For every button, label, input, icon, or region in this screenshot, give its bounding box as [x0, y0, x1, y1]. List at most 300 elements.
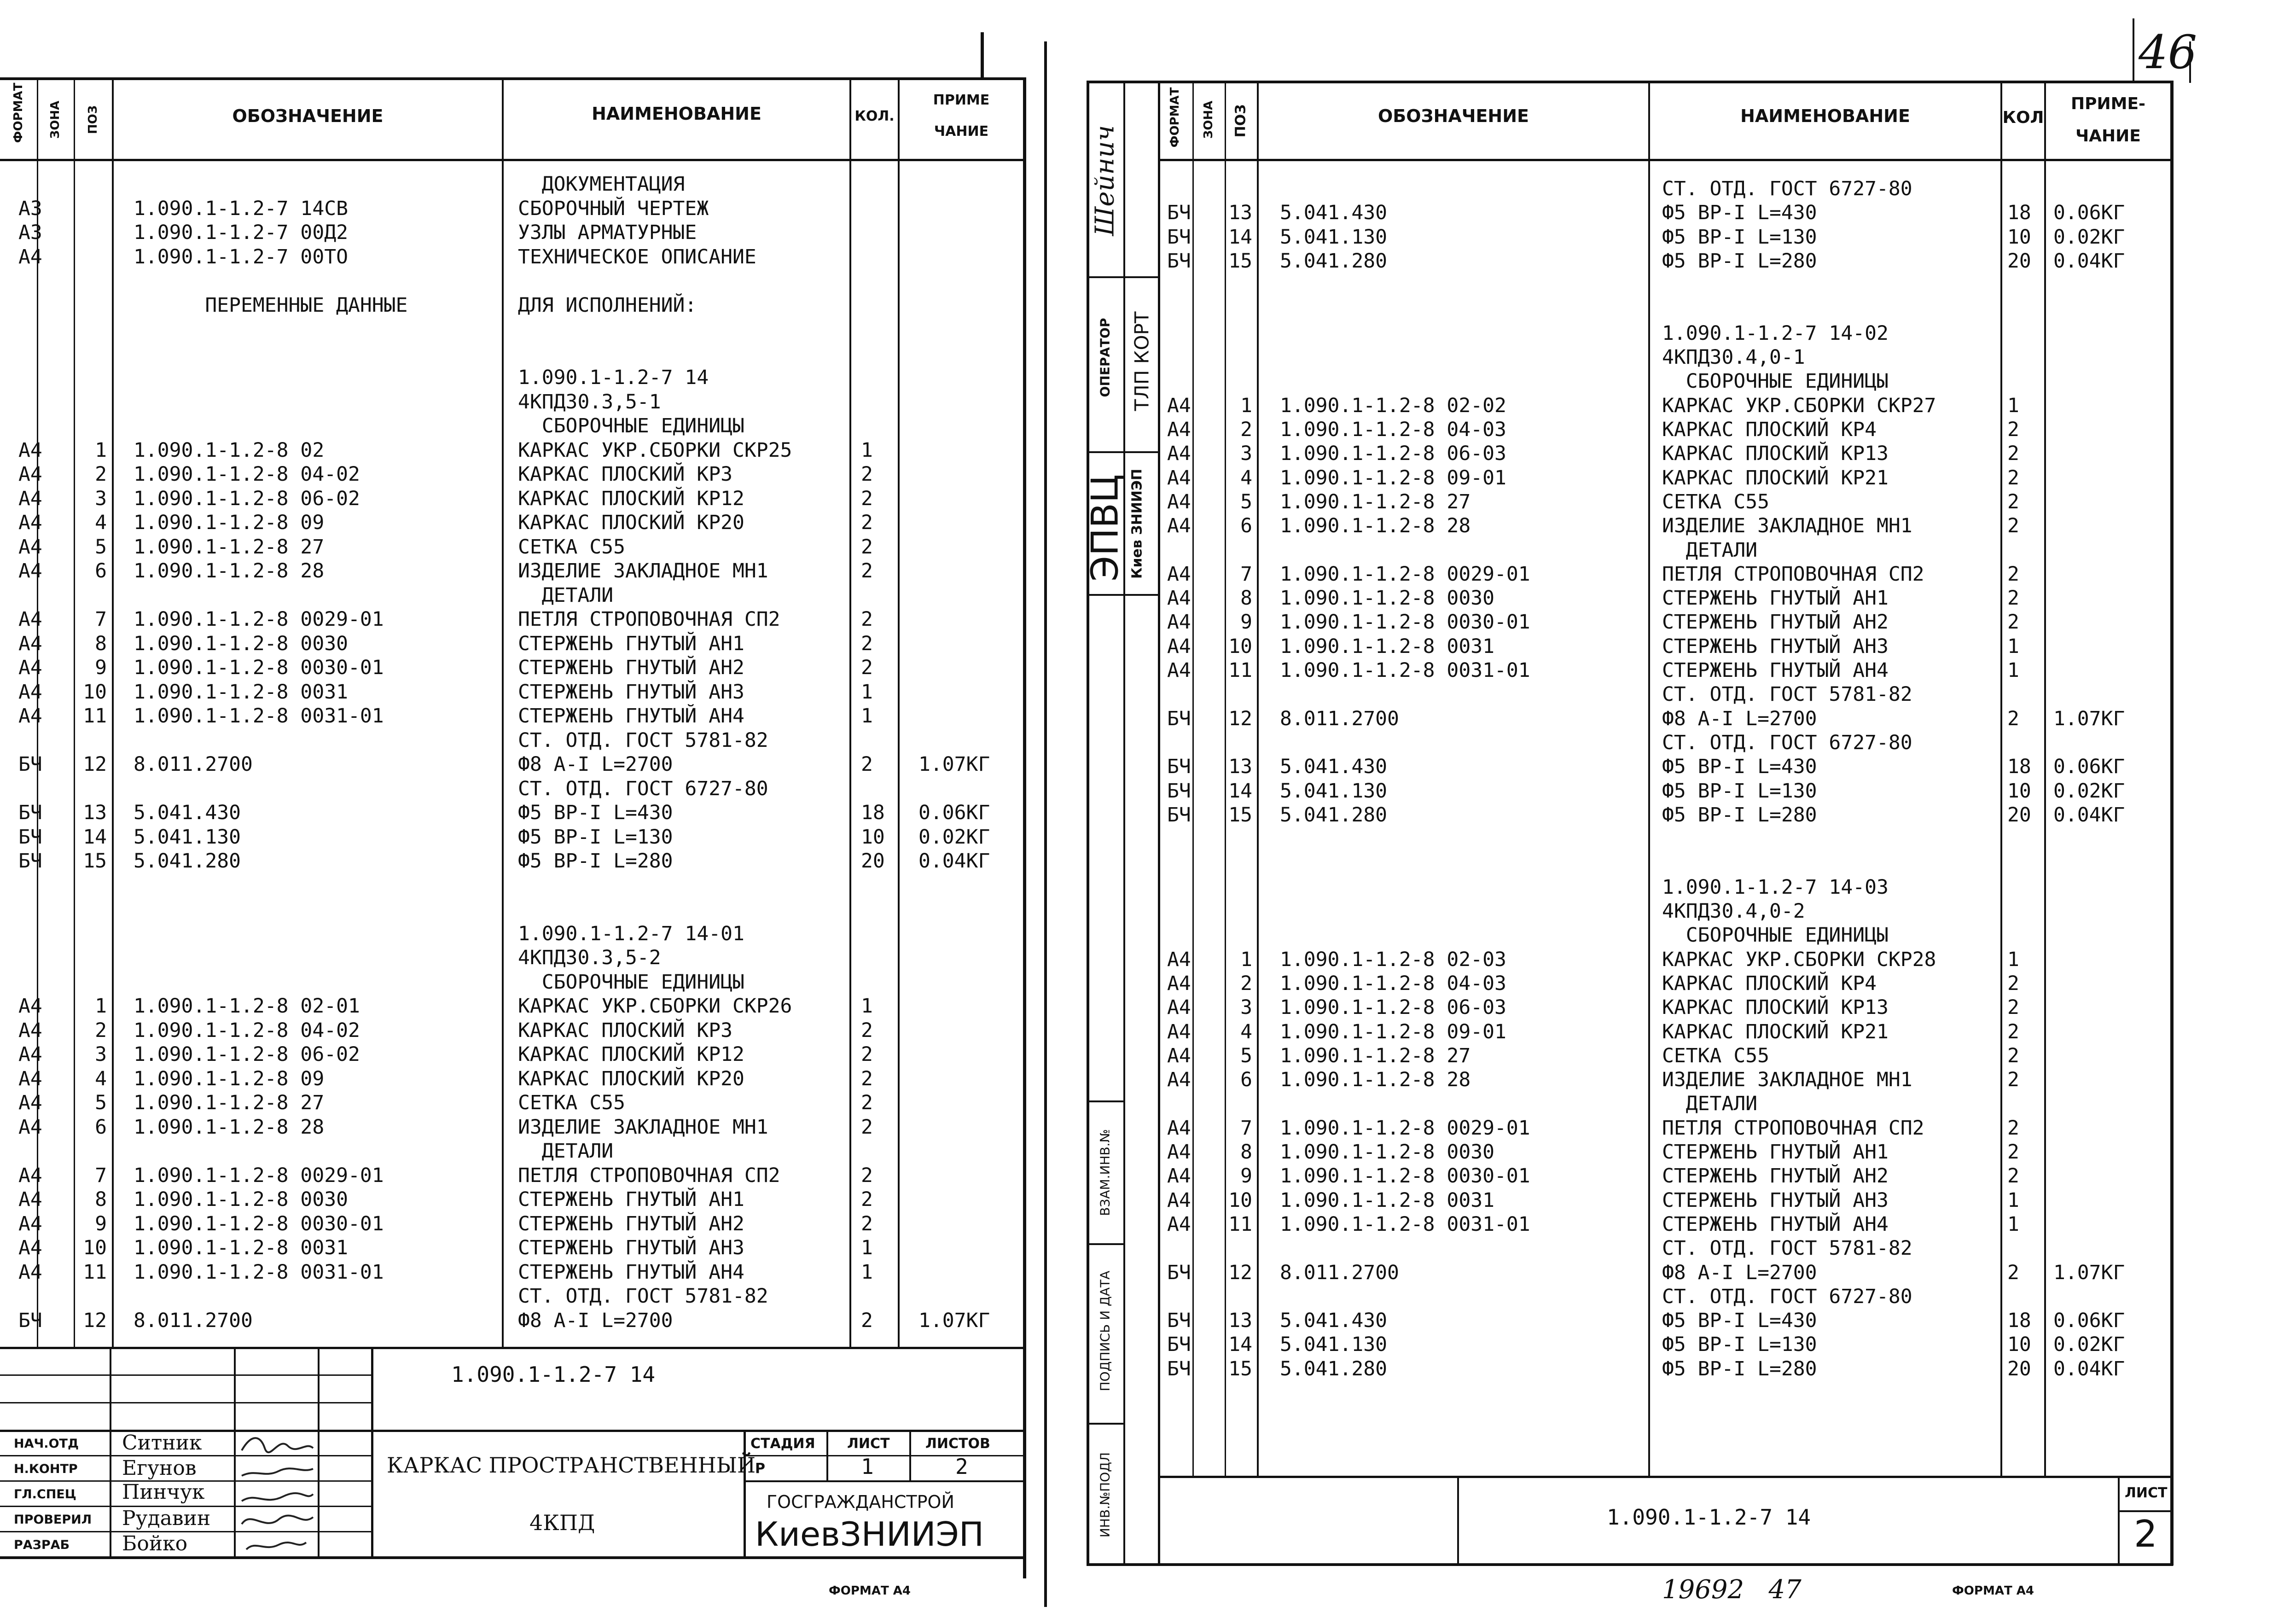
note-cell: 0.02КГ [2053, 779, 2125, 803]
qty-cell: 10 [861, 825, 885, 849]
header-format: ФОРМАТ [1168, 87, 1182, 148]
tb-sheets: 2 [955, 1454, 968, 1479]
stamp-line [1087, 1100, 1125, 1102]
note-cell: 0.02КГ [2053, 1333, 2125, 1356]
pos-cell: 5 [1240, 490, 1252, 513]
qty-cell: 2 [861, 608, 873, 631]
qty-cell: 2 [861, 463, 873, 486]
note-cell: 0.06КГ [2053, 1309, 2125, 1333]
right-frame-right [2170, 81, 2174, 1566]
qty-cell: 2 [2007, 1141, 2019, 1164]
tb-line [744, 1455, 1026, 1456]
qty-cell: 2 [861, 1067, 873, 1090]
designation-cell: 1.090.1-1.2-8 04-03 [1280, 418, 1506, 441]
format-cell: А3 [18, 221, 42, 244]
designation-cell: 1.090.1-1.2-8 0030-01 [134, 656, 384, 679]
qty-cell: 2 [2007, 707, 2019, 730]
qty-cell: 20 [2007, 249, 2031, 273]
handwritten-number: 19692 47 [1662, 1575, 1802, 1605]
qty-cell: 2 [2007, 1164, 2019, 1188]
format-cell: А4 [18, 656, 42, 679]
qty-cell: 1 [861, 1236, 873, 1259]
format-cell: А4 [1167, 1164, 1191, 1188]
tb-role-1: НАЧ.ОТД [14, 1437, 79, 1451]
qty-cell: 2 [2007, 490, 2019, 513]
pos-cell: 2 [1240, 972, 1252, 995]
stamp-line [1087, 1243, 1125, 1245]
right-sheet [1083, 0, 2290, 1624]
pos-cell: 1 [95, 995, 107, 1018]
qty-cell: 2 [861, 535, 873, 559]
note-cell: 0.06КГ [2053, 201, 2125, 225]
qty-cell: 2 [2007, 996, 2019, 1019]
name-cell: Ф5 ВР-I L=430 [1662, 755, 1817, 779]
designation-cell: ПЕРЕМЕННЫЕ ДАННЫЕ [134, 293, 408, 317]
designation-cell: 1.090.1-1.2-8 09 [134, 511, 325, 534]
name-cell: Ф5 ВР-I L=430 [518, 801, 673, 824]
page-number: 46 [2139, 25, 2197, 79]
note-cell: 0.04КГ [918, 850, 990, 873]
qty-cell: 10 [2007, 1333, 2031, 1356]
pos-cell: 12 [83, 753, 107, 776]
qty-cell: 2 [2007, 1261, 2019, 1284]
tb-sheet-label: ЛИСТ [847, 1436, 890, 1452]
qty-cell: 2 [861, 1091, 873, 1114]
name-cell: КАРКАС ПЛОСКИЙ КР12 [518, 1043, 744, 1066]
format-cell: А3 [18, 197, 42, 220]
tb-doc-number: 1.090.1-1.2-7 14 [451, 1362, 656, 1387]
pos-cell: 9 [95, 656, 107, 679]
qty-cell: 2 [861, 1115, 873, 1139]
pos-cell: 2 [95, 463, 107, 486]
tb-product-name: КАРКАС ПРОСТРАНСТВЕННЫЙ [387, 1453, 756, 1478]
col-line [898, 77, 900, 1348]
name-cell: СТЕРЖЕНЬ ГНУТЫЙ АН2 [1662, 1164, 1889, 1188]
tb-vline [234, 1347, 236, 1556]
qty-cell: 2 [2007, 972, 2019, 995]
designation-cell: 1.090.1-1.2-8 28 [1280, 514, 1471, 538]
right-frame-left [1087, 81, 1089, 1566]
pos-cell: 11 [1228, 659, 1252, 682]
format-cell: А4 [18, 511, 42, 534]
pos-cell: 15 [1228, 1357, 1252, 1380]
format-cell: А4 [18, 245, 42, 268]
qty-cell: 1 [2007, 948, 2019, 971]
format-cell: БЧ [18, 825, 42, 849]
header-pos: ПОЗ [1232, 104, 1249, 138]
qty-cell: 2 [2007, 514, 2019, 538]
name-cell: КАРКАС ПЛОСКИЙ КР21 [1662, 466, 1889, 489]
name-cell: Ф5 ВР-I L=130 [1662, 225, 1817, 249]
name-cell: КАРКАС УКР.СБОРКИ СКР25 [518, 438, 792, 462]
qty-cell: 2 [2007, 418, 2019, 441]
format-cell: А4 [1167, 442, 1191, 466]
header-designation: ОБОЗНАЧЕНИЕ [1377, 106, 1529, 126]
designation-cell: 1.090.1-1.2-8 09 [134, 1067, 325, 1090]
left-frame-right [1023, 77, 1026, 1578]
right-frame-bottom [1087, 1563, 2173, 1566]
format-cell: БЧ [18, 801, 42, 824]
qty-cell: 1 [2007, 1212, 2019, 1236]
name-cell: СТ. ОТД. ГОСТ 5781-82 [1662, 1237, 1912, 1260]
name-cell: ИЗДЕЛИЕ ЗАКЛАДНОЕ МН1 [518, 559, 768, 582]
format-cell: БЧ [1167, 803, 1191, 827]
name-cell: СТЕРЖЕНЬ ГНУТЫЙ АН3 [1662, 634, 1889, 658]
designation-cell: 1.090.1-1.2-8 27 [1280, 490, 1471, 513]
pos-cell: 7 [1240, 1116, 1252, 1140]
name-cell: КАРКАС ПЛОСКИЙ КР13 [1662, 996, 1889, 1019]
pos-cell: 11 [83, 1260, 107, 1284]
pos-cell: 5 [95, 535, 107, 559]
qty-cell: 2 [2007, 1044, 2019, 1067]
name-cell: ИЗДЕЛИЕ ЗАКЛАДНОЕ МН1 [1662, 1068, 1912, 1092]
designation-cell: 1.090.1-1.2-8 09-01 [1280, 1020, 1506, 1043]
pos-cell: 1 [1240, 394, 1252, 417]
pos-cell: 12 [1228, 1261, 1252, 1284]
pos-cell: 7 [95, 1164, 107, 1187]
qty-cell: 2 [861, 1188, 873, 1211]
qty-cell: 1 [2007, 659, 2019, 682]
name-cell: СТ. ОТД. ГОСТ 5781-82 [1662, 683, 1912, 706]
qty-cell: 2 [861, 753, 873, 776]
qty-cell: 18 [2007, 755, 2031, 779]
format-cell: А4 [18, 559, 42, 582]
pos-cell: 13 [83, 801, 107, 824]
designation-cell: 1.090.1-1.2-8 0031 [1280, 634, 1494, 658]
format-cell: БЧ [1167, 1333, 1191, 1356]
qty-cell: 2 [861, 656, 873, 679]
tb-sheets-label: ЛИСТОВ [925, 1436, 990, 1452]
format-cell: А4 [18, 535, 42, 559]
right-header-bottom [1158, 159, 2173, 161]
header-note-1: ПРИМЕ- [2071, 94, 2145, 113]
pos-cell: 10 [83, 1236, 107, 1259]
format-cell: БЧ [1167, 1357, 1191, 1380]
designation-cell: 1.090.1-1.2-8 04-02 [134, 1019, 360, 1042]
qty-cell: 1 [2007, 634, 2019, 658]
qty-cell: 2 [2007, 611, 2019, 634]
pos-cell: 6 [95, 559, 107, 582]
format-cell: А4 [18, 995, 42, 1018]
tb-role-2: Н.КОНТР [14, 1462, 78, 1476]
tb-top [0, 1347, 1026, 1349]
tb-name-3: Пинчук [122, 1480, 205, 1504]
format-cell: БЧ [1167, 1261, 1191, 1284]
format-cell: А4 [18, 704, 42, 728]
name-cell: СЕТКА С55 [1662, 1044, 1769, 1067]
designation-cell: 1.090.1-1.2-8 27 [1280, 1044, 1471, 1067]
name-cell: КАРКАС ПЛОСКИЙ КР3 [518, 1019, 732, 1042]
qty-cell: 2 [2007, 1020, 2019, 1043]
header-name: НАИМЕНОВАНИЕ [592, 104, 761, 124]
name-cell: Ф8 А-I L=2700 [518, 1309, 673, 1332]
pos-cell: 11 [83, 704, 107, 728]
pos-cell: 12 [1228, 707, 1252, 730]
designation-cell: 5.041.130 [1280, 1333, 1387, 1356]
stamp-epvc: ЭПВЦ [1083, 474, 1127, 582]
designation-cell: 1.090.1-1.2-7 00ТО [134, 245, 348, 268]
designation-cell: 1.090.1-1.2-8 27 [134, 535, 325, 559]
format-cell: А4 [1167, 394, 1191, 417]
format-cell: А4 [1167, 611, 1191, 634]
designation-cell: 1.090.1-1.2-8 02-01 [134, 995, 360, 1018]
header-qty: КОЛ. [854, 108, 895, 124]
left-header-bottom [0, 159, 1026, 161]
note-cell: 0.06КГ [918, 801, 990, 824]
format-cell: А4 [18, 1115, 42, 1139]
pos-cell: 6 [1240, 1068, 1252, 1092]
page-number-box-left [2133, 18, 2134, 83]
designation-cell: 1.090.1-1.2-8 28 [1280, 1068, 1471, 1092]
stamp-operator-value: ТЛП КОРТ [1130, 311, 1153, 411]
format-cell: А4 [1167, 1020, 1191, 1043]
format-cell: БЧ [1167, 1309, 1191, 1333]
tb-line [0, 1402, 373, 1403]
format-cell: БЧ [18, 1309, 42, 1332]
name-cell: СТЕРЖЕНЬ ГНУТЫЙ АН4 [518, 1260, 744, 1284]
designation-cell: 1.090.1-1.2-7 00Д2 [134, 221, 348, 244]
name-cell: СТ. ОТД. ГОСТ 6727-80 [1662, 177, 1912, 200]
designation-cell: 1.090.1-1.2-8 02 [134, 438, 325, 462]
name-cell: 1.090.1-1.2-7 14 [518, 366, 709, 389]
tb-vline [318, 1347, 320, 1556]
tb-vline [826, 1430, 828, 1480]
name-cell: 4КПД30.3,5-2 [518, 946, 661, 969]
format-cell: А4 [1167, 948, 1191, 971]
designation-cell: 1.090.1-1.2-8 04-03 [1280, 972, 1506, 995]
pos-cell: 1 [95, 438, 107, 462]
designation-cell: 1.090.1-1.2-8 06-02 [134, 487, 360, 510]
designation-cell: 1.090.1-1.2-8 0029-01 [1280, 1116, 1530, 1140]
pos-cell: 4 [1240, 1020, 1252, 1043]
col-line [1192, 81, 1194, 1476]
header-name: НАИМЕНОВАНИЕ [1740, 106, 1910, 126]
name-cell: КАРКАС ПЛОСКИЙ КР20 [518, 1067, 744, 1090]
name-cell: ПЕТЛЯ СТРОПОВОЧНАЯ СП2 [1662, 1116, 1924, 1140]
pos-cell: 9 [1240, 1164, 1252, 1188]
format-cell: БЧ [1167, 249, 1191, 273]
right-tb-top [1158, 1476, 2173, 1478]
qty-cell: 20 [2007, 803, 2031, 827]
format-cell: А4 [1167, 972, 1191, 995]
name-cell: Ф5 ВР-I L=280 [518, 850, 673, 873]
pos-cell: 9 [95, 1212, 107, 1235]
format-cell: А4 [18, 680, 42, 704]
stamp-line [1087, 276, 1158, 278]
name-cell: 1.090.1-1.2-7 14-01 [518, 922, 744, 945]
qty-cell: 1 [2007, 394, 2019, 417]
pos-cell: 6 [1240, 514, 1252, 538]
designation-cell: 5.041.280 [134, 850, 241, 873]
stamp-line [1087, 451, 1158, 453]
format-cell: А4 [1167, 490, 1191, 513]
pos-cell: 7 [95, 608, 107, 631]
designation-cell: 1.090.1-1.2-8 0030 [1280, 1141, 1494, 1164]
designation-cell: 5.041.130 [1280, 225, 1387, 249]
name-cell: СЕТКА С55 [518, 535, 625, 559]
right-doc-number: 1.090.1-1.2-7 14 [1607, 1505, 1811, 1530]
pos-cell: 5 [95, 1091, 107, 1114]
format-cell: А4 [1167, 562, 1191, 586]
tb-vline [110, 1347, 111, 1556]
designation-cell: 5.041.280 [1280, 249, 1387, 273]
pos-cell: 10 [83, 680, 107, 704]
name-cell: КАРКАС ПЛОСКИЙ КР13 [1662, 442, 1889, 466]
format-cell: А4 [1167, 659, 1191, 682]
name-cell: 4КПД30.4,0-1 [1662, 346, 1805, 369]
designation-cell: 5.041.430 [1280, 201, 1387, 225]
tb-name-2: Егунов [122, 1456, 197, 1480]
designation-cell: 1.090.1-1.2-8 09-01 [1280, 466, 1506, 489]
format-cell: А4 [1167, 1141, 1191, 1164]
name-cell: Ф5 ВР-I L=130 [1662, 1333, 1817, 1356]
stamp-line [1087, 1423, 1125, 1425]
name-cell: Ф8 А-I L=2700 [1662, 1261, 1817, 1284]
format-cell: А4 [1167, 1188, 1191, 1212]
tb-name-5: Бойко [122, 1532, 188, 1555]
pos-cell: 14 [1228, 1333, 1252, 1356]
name-cell: 1.090.1-1.2-7 14-03 [1662, 875, 1889, 899]
name-cell: КАРКАС ПЛОСКИЙ КР4 [1662, 418, 1877, 441]
format-cell: А4 [1167, 514, 1191, 538]
pos-cell: 13 [1228, 1309, 1252, 1333]
name-cell: СТ. ОТД. ГОСТ 6727-80 [1662, 731, 1912, 754]
tb-stage-label: СТАДИЯ [750, 1436, 815, 1452]
designation-cell: 1.090.1-1.2-8 0029-01 [1280, 562, 1530, 586]
name-cell: СТЕРЖЕНЬ ГНУТЫЙ АН1 [518, 632, 744, 655]
tb-line [0, 1374, 373, 1376]
name-cell: КАРКАС ПЛОСКИЙ КР4 [1662, 972, 1877, 995]
qty-cell: 10 [2007, 225, 2031, 249]
pos-cell: 1 [1240, 948, 1252, 971]
format-cell: А4 [18, 1260, 42, 1284]
name-cell: ИЗДЕЛИЕ ЗАКЛАДНОЕ МН1 [518, 1115, 768, 1139]
name-cell: Ф5 ВР-I L=130 [1662, 779, 1817, 803]
page-separator [1044, 41, 1047, 1607]
qty-cell: 2 [861, 1309, 873, 1332]
name-cell: СТ. ОТД. ГОСТ 6727-80 [1662, 1285, 1912, 1308]
qty-cell: 18 [861, 801, 885, 824]
tb-name-4: Рудавин [122, 1507, 211, 1530]
tb-role-3: ГЛ.СПЕЦ [14, 1487, 76, 1502]
note-cell: 0.02КГ [918, 825, 990, 849]
designation-cell: 5.041.280 [1280, 803, 1387, 827]
stamp-operator-label: ОПЕРАТОР [1097, 318, 1113, 397]
designation-cell: 1.090.1-1.2-8 0031 [1280, 1188, 1494, 1212]
format-cell: А4 [18, 1067, 42, 1090]
right-tb-v2 [2118, 1476, 2120, 1563]
designation-cell: 1.090.1-1.2-8 0031-01 [1280, 659, 1530, 682]
name-cell: Ф5 ВР-I L=280 [1662, 249, 1817, 273]
pos-cell: 10 [1228, 634, 1252, 658]
designation-cell: 1.090.1-1.2-8 0031 [134, 1236, 348, 1259]
note-cell: 1.07КГ [2053, 1261, 2125, 1284]
designation-cell: 1.090.1-1.2-8 0029-01 [134, 1164, 384, 1187]
format-cell: А4 [18, 438, 42, 462]
qty-cell: 2 [2007, 562, 2019, 586]
stamp-line [1158, 81, 1160, 1566]
designation-cell: 5.041.280 [1280, 1357, 1387, 1380]
pos-cell: 8 [95, 632, 107, 655]
format-cell: А4 [1167, 1116, 1191, 1140]
pos-cell: 7 [1240, 562, 1252, 586]
name-cell: СТ. ОТД. ГОСТ 5781-82 [518, 1285, 768, 1308]
stamp-epvc-sub: Киев ЗНИИЭП [1129, 468, 1145, 579]
designation-cell: 8.011.2700 [134, 753, 253, 776]
name-cell: ИЗДЕЛИЕ ЗАКЛАДНОЕ МН1 [1662, 514, 1912, 538]
pos-cell: 8 [1240, 1141, 1252, 1164]
name-cell: СТЕРЖЕНЬ ГНУТЫЙ АН2 [1662, 611, 1889, 634]
col-line [2000, 81, 2002, 1476]
designation-cell: 8.011.2700 [1280, 1261, 1399, 1284]
format-cell: А4 [18, 1188, 42, 1211]
note-cell: 1.07КГ [2053, 707, 2125, 730]
designation-cell: 1.090.1-1.2-8 0030 [134, 1188, 348, 1211]
qty-cell: 20 [861, 850, 885, 873]
qty-cell: 20 [2007, 1357, 2031, 1380]
note-cell: 0.04КГ [2053, 249, 2125, 273]
right-tb-v1 [1457, 1476, 1459, 1563]
name-cell: ПЕТЛЯ СТРОПОВОЧНАЯ СП2 [1662, 562, 1924, 586]
pos-cell: 3 [95, 487, 107, 510]
right-format-label: ФОРМАТ А4 [1952, 1584, 2034, 1598]
name-cell: СЕТКА С55 [1662, 490, 1769, 513]
pos-cell: 13 [1228, 201, 1252, 225]
name-cell: КАРКАС ПЛОСКИЙ КР12 [518, 487, 744, 510]
name-cell: 1.090.1-1.2-7 14-02 [1662, 321, 1889, 345]
name-cell: СТЕРЖЕНЬ ГНУТЫЙ АН3 [518, 1236, 744, 1259]
stamp-inv-label: ВЗАМ.ИНВ.№ [1097, 1129, 1113, 1216]
tb-role-4: ПРОВЕРИЛ [14, 1513, 92, 1527]
pos-cell: 14 [1228, 225, 1252, 249]
name-cell: КАРКАС УКР.СБОРКИ СКР26 [518, 995, 792, 1018]
note-cell: 0.04КГ [2053, 1357, 2125, 1380]
qty-cell: 1 [2007, 1188, 2019, 1212]
header-qty: КОЛ [2002, 108, 2044, 127]
designation-cell: 1.090.1-1.2-8 02-02 [1280, 394, 1506, 417]
qty-cell: 18 [2007, 1309, 2031, 1333]
name-cell: УЗЛЫ АРМАТУРНЫЕ [518, 221, 697, 244]
note-cell: 1.07КГ [918, 753, 990, 776]
pos-cell: 3 [1240, 442, 1252, 466]
pos-cell: 14 [83, 825, 107, 849]
name-cell: ДЕТАЛИ [1662, 538, 1758, 562]
tb-vline [371, 1347, 373, 1556]
qty-cell: 2 [861, 559, 873, 582]
format-cell: А4 [18, 1019, 42, 1042]
pos-cell: 8 [95, 1188, 107, 1211]
name-cell: СБОРОЧНЫЕ ЕДИНИЦЫ [518, 414, 744, 437]
pos-cell: 15 [1228, 803, 1252, 827]
designation-cell: 1.090.1-1.2-8 02-03 [1280, 948, 1506, 971]
tb-sheet: 1 [861, 1454, 874, 1479]
designation-cell: 5.041.430 [134, 801, 241, 824]
qty-cell: 1 [861, 680, 873, 704]
header-zone: ЗОНА [48, 100, 62, 139]
format-cell: БЧ [18, 850, 42, 873]
designation-cell: 1.090.1-1.2-8 0029-01 [134, 608, 384, 631]
name-cell: СТ. ОТД. ГОСТ 6727-80 [518, 777, 768, 800]
name-cell: Ф5 ВР-I L=130 [518, 825, 673, 849]
qty-cell: 2 [861, 1212, 873, 1235]
col-line [112, 77, 114, 1348]
qty-cell: 2 [2007, 442, 2019, 466]
designation-cell: 1.090.1-1.2-8 28 [134, 559, 325, 582]
name-cell: СТЕРЖЕНЬ ГНУТЫЙ АН3 [518, 680, 744, 704]
pos-cell: 15 [83, 850, 107, 873]
qty-cell: 2 [2007, 1116, 2019, 1140]
format-cell: А4 [18, 608, 42, 631]
